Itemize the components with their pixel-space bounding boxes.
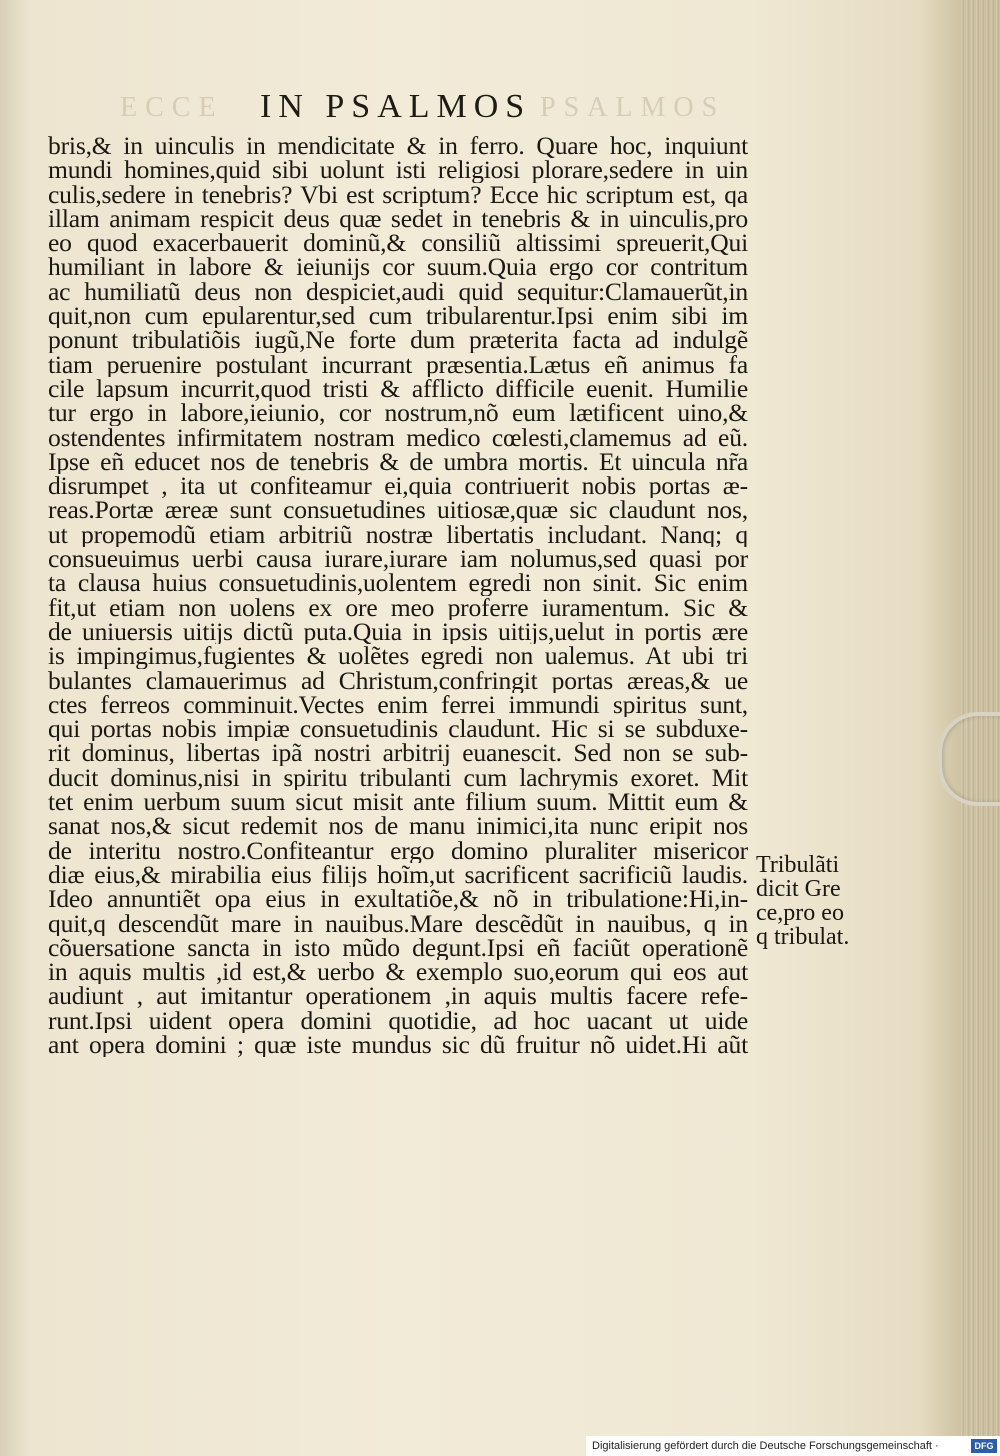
- footer-bar: [586, 1436, 1000, 1456]
- text-line: quit,non cum epularentur,sed cum tribularentur.Ipsi enim sibi im: [48, 304, 748, 329]
- text-line: tet enim uerbum suum sicut misit ante filium suum. Mittit eum &: [48, 790, 748, 815]
- dfg-logo-icon: DFG: [971, 1439, 997, 1453]
- text-line: runt.Ipsi uident opera domini quotidie, ad hoc uacant ut uide: [48, 1008, 748, 1033]
- margin-note-line: Tribulãti: [756, 853, 840, 877]
- text-line: audiunt , aut imitantur operationem ,in aquis multis facere refe-: [48, 984, 748, 1009]
- text-line: ta clausa huius consuetudinis,uolentem egredi non sinit. Sic enim: [48, 571, 748, 596]
- running-head: [120, 88, 740, 128]
- text-line: de interitu nostro.Confiteantur ergo domino pluraliter misericor: [48, 838, 748, 863]
- text-line: sanat nos,& sicut redemit nos de manu inimici,ita nunc eripit nos: [48, 814, 748, 839]
- text-line: diæ eius,& mirabilia eius filijs hoĩm,ut sacrificent sacrificiũ laudis.: [48, 862, 748, 888]
- text-line: Ideo annuntiẽt opa eius in exultatiõe,& nõ in tribulatione:Hi,in-: [48, 887, 748, 912]
- text-line: ostendentes infirmitatem nostram medico cœlesti,clamemus ad eũ.: [48, 425, 748, 450]
- text-line: illam animam respicit deus quæ sedet in tenebris & in uinculis,pro: [48, 206, 748, 232]
- text-line: cõuersatione sancta in isto mũdo degunt.Ipsi eñ faciũt operationẽ: [48, 935, 748, 961]
- margin-note-line: ce,pro eo: [756, 901, 844, 925]
- text-line: consueuimus uerbi causa iurare,iurare iam nolumus,sed quasi por: [48, 547, 748, 572]
- margin-note-line: q tribulat.: [756, 925, 850, 949]
- text-line: rit dominus, libertas ipã nostri arbitrij euanescit. Sed non se sub-: [48, 741, 748, 766]
- text-line: culis,sedere in tenebris? Vbi est scriptum? Ecce hic scriptum est, qa: [48, 182, 748, 207]
- margin-note-line: dicit Gre: [756, 877, 841, 901]
- text-line: in aquis multis ,id est,& uerbo & exemplo suo,eorum qui eos aut: [48, 960, 748, 985]
- text-line: mundi homines,quid sibi uolunt isti religiosi plorare,sedere in uin: [48, 158, 748, 183]
- text-line: ponunt tribulatiõis iugũ,Ne forte dum præterita facta ad indulgẽ: [48, 328, 748, 353]
- text-line: de uniuersis uitijs dictũ puta.Quia in ipsis uitijs,uelut in portis ære: [48, 619, 748, 645]
- text-line: disrumpet , ita ut confiteamur ei,quia contriuerit nobis portas æ-: [48, 474, 748, 499]
- text-line: tiam peruenire postulant incurrant præsentia.Lætus eñ animus fa: [48, 352, 748, 377]
- text-line: eo quod exacerbauerit dominũ,& consiliũ altissimi spreuerit,Qui: [48, 231, 748, 256]
- text-line: Ipse eñ educet nos de tenebris & de umbra mortis. Et uincula nr̃a: [48, 449, 748, 475]
- text-line: ac humiliatũ deus non despiciet,audi quid sequitur:Clamauerũt,in: [48, 279, 748, 305]
- show-through-text-left: ECCE: [120, 92, 224, 123]
- text-line: ant opera domini ; quæ iste mundus sic dũ fruitur nõ uidet.Hi aũt: [48, 1032, 748, 1058]
- text-line: bris,& in uinculis in mendicitate & in ferro. Quare hoc, inquiunt: [48, 134, 748, 159]
- text-line: cile lapsum incurrit,quod tristi & afflicto difficile euenit. Humilie: [48, 376, 748, 402]
- text-line: fit,ut etiam non uolens ex ore meo proferre iuramentum. Sic &: [48, 595, 748, 620]
- text-line: ut propemodũ etiam arbitriũ nostræ libertatis includant. Nanq; q: [48, 522, 748, 548]
- footer-credit: Digitalisierung gefördert durch die Deutsche Forschungsgemeinschaft ·: [592, 1440, 939, 1452]
- text-line: ducit dominus,nisi in spiritu tribulanti cum lachrymis exoret. Mit: [48, 765, 748, 791]
- text-line: is impingimus,fugientes & uolẽtes egredi non ualemus. At ubi tri: [48, 644, 748, 669]
- page-clip: [938, 712, 1000, 806]
- text-line: reas.Portæ æreæ sunt consuetudines uitiosæ,quæ sic claudunt nos,: [48, 498, 748, 523]
- margin-note: [756, 853, 906, 949]
- text-line: quit,q descendũt mare in nauibus.Mare descẽdũt in nauibus, q in: [48, 911, 748, 936]
- show-through-text-right: PSALMOS: [540, 92, 726, 123]
- text-line: ctes ferreos comminuit.Vectes enim ferrei immundi spiritus sunt,: [48, 692, 748, 718]
- text-line: bulantes clamauerimus ad Christum,confringit portas æreas,& ue: [48, 668, 748, 693]
- text-line: humiliant in labore & ieiunijs cor suum.Quia ergo cor contritum: [48, 255, 748, 280]
- text-line: qui portas nobis impiæ consuetudinis claudunt. Hic si se subduxe-: [48, 717, 748, 742]
- page-title: IN PSALMOS: [260, 88, 532, 125]
- text-line: tur ergo in labore,ieiunio, cor nostrum,nõ eum lætificent uino,&: [48, 401, 748, 426]
- body-text: [48, 134, 748, 1057]
